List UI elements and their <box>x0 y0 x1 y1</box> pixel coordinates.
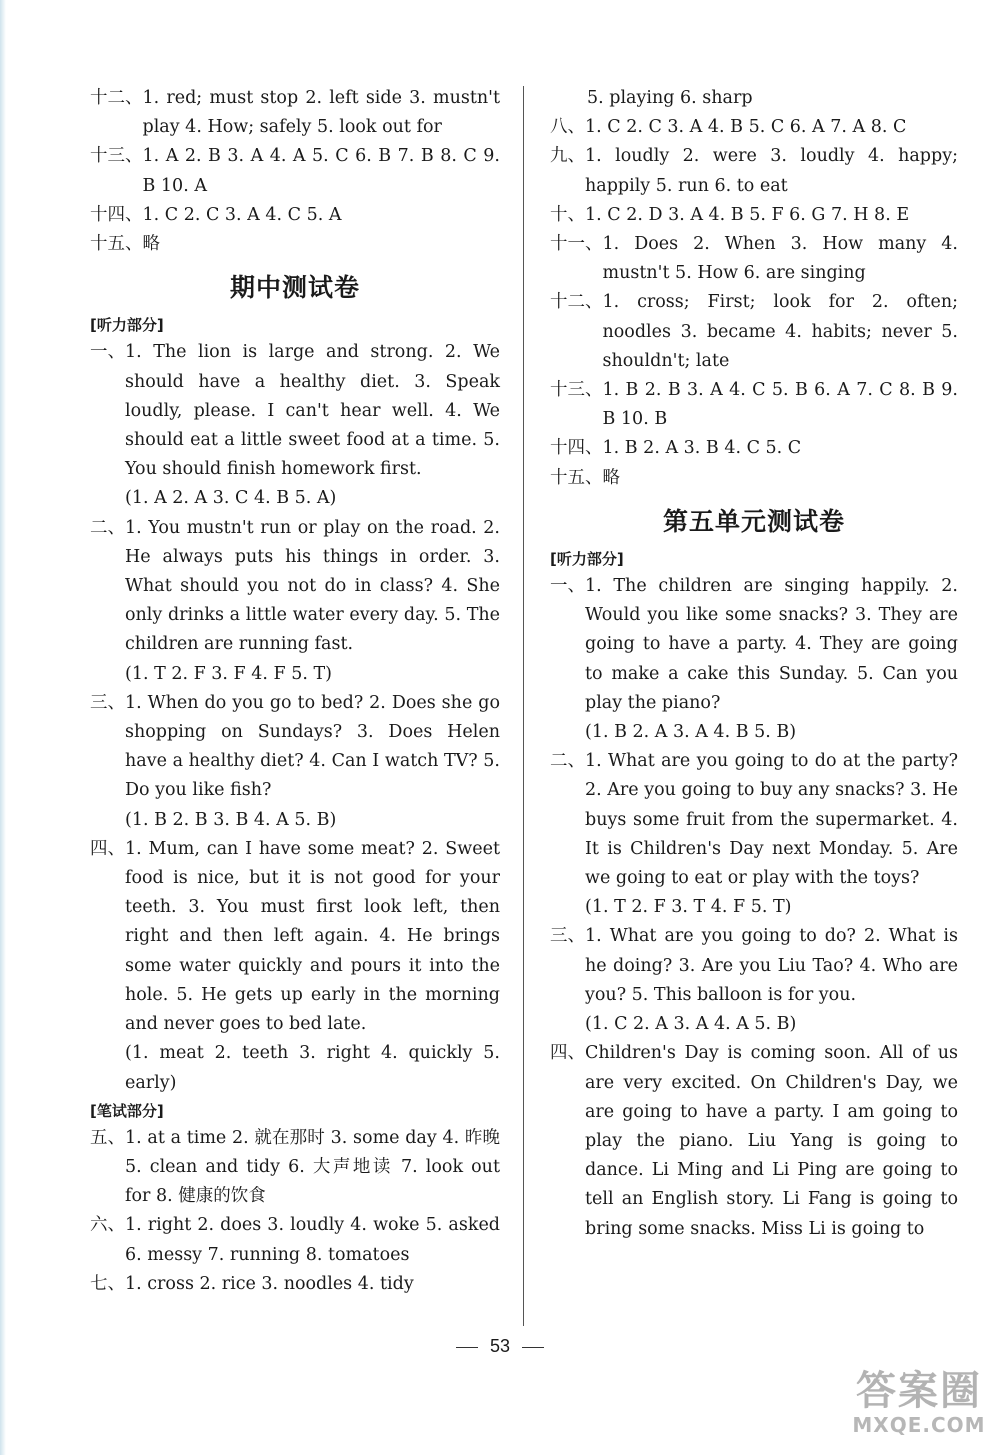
answer-text <box>125 1211 500 1269</box>
answer-text <box>143 84 501 142</box>
question-number: 十二、 <box>550 292 603 313</box>
answer-content: 1. loudly 2. were 3. loudly 4. happy; happily 5. run 6. to eat <box>585 146 958 196</box>
answer-item <box>90 689 500 835</box>
answer-text <box>125 514 500 689</box>
answer-text <box>585 113 958 142</box>
answer-text <box>603 464 959 493</box>
answer-text <box>585 572 958 747</box>
answer-key: (1. B 2. B 3. B 4. A 5. B) <box>125 809 337 830</box>
answer-key: (1. T 2. F 3. F 4. F 5. T) <box>125 663 332 684</box>
answer-content: 1. When do you go to bed? 2. Does she go shopping on Sundays? 3. Does Helen have a healthy diet? 4. Can I watch TV? 5. Do you like fish? <box>125 692 500 801</box>
answer-content: 1. B 2. A 3. B 4. C 5. C <box>602 438 802 459</box>
question-number: 九、 <box>550 146 585 167</box>
question-number: 三、 <box>90 692 125 713</box>
answer-item <box>90 230 500 259</box>
answer-item <box>90 338 500 513</box>
answer-content: 1. B 2. B 3. A 4. C 5. B 6. A 7. C 8. B 9. B 10. B <box>602 380 958 430</box>
answer-item <box>90 514 500 689</box>
answer-key: (1. meat 2. teeth 3. right 4. quickly 5. early) <box>125 1043 500 1093</box>
answer-content: Children's Day is coming soon. All of us are very excited. On Children's Day, we are going to have a party. I am going to play the piano. Liu Yang is going to dance. Li Ming and Li Ping are going to tell an English story. Li Fang is going to bring some snacks. Miss Li is going to <box>585 1043 958 1239</box>
answer-text <box>603 434 959 463</box>
answer-item <box>550 376 958 434</box>
question-number: 五、 <box>90 1127 125 1148</box>
answer-content: 1. A 2. B 3. A 4. A 5. C 6. B 7. B 8. C 9. B 10. A <box>142 146 500 196</box>
question-number: 十三、 <box>90 146 143 167</box>
answer-text <box>143 230 501 259</box>
answer-content: 略 <box>602 467 620 488</box>
left-column <box>90 84 500 1299</box>
answer-content: 1. C 2. C 3. A 4. B 5. C 6. A 7. A 8. C <box>585 117 907 138</box>
answer-content: 1. You mustn't run or play on the road. 2. He always puts his things in order. 3. What should you not do in class? 4. She only drinks a little water every day. 5. The children are running fast. <box>125 517 500 655</box>
answer-item <box>90 142 500 200</box>
section-title: 第五单元测试卷 <box>662 506 845 536</box>
answer-item <box>90 1211 500 1269</box>
page-edge-shadow <box>0 0 6 1455</box>
column-divider <box>523 86 524 1326</box>
answer-text <box>585 1039 958 1243</box>
section-title: 期中测试卷 <box>229 273 360 303</box>
answer-content: 1. Mum, can I have some meat? 2. Sweet food is nice, but it is not good for your teeth. 3. You must first look left, then right and then left again. 4. He brings some water quickly and pours it into the hole. 5. He gets up early in the morning and never goes to bed late. <box>125 838 500 1035</box>
section-label-listening: [听力部分] <box>550 550 624 569</box>
answer-item <box>90 84 500 142</box>
answer-text <box>125 689 500 835</box>
answer-key: (1. C 2. A 3. A 4. A 5. B) <box>585 1014 797 1035</box>
answer-content: 1. What are you going to do at the party? 2. Are you going to buy any snacks? 3. He buys some fruit from the supermarket. 4. It is Children's Day next Monday. 5. Are we going to eat or play with the toys? <box>585 751 958 889</box>
answer-text <box>603 230 959 288</box>
continued-line: 5. playing 6. sharp <box>587 88 753 108</box>
answer-item <box>550 113 958 142</box>
question-number: 二、 <box>550 751 585 772</box>
answer-item <box>550 142 958 200</box>
answer-text <box>125 338 500 513</box>
answer-text <box>125 1270 500 1299</box>
answer-content: 1. cross 2. rice 3. noodles 4. tidy <box>125 1273 414 1294</box>
answer-item <box>550 464 958 493</box>
watermark-logo <box>844 1369 994 1447</box>
answer-content: 1. at a time 2. 就在那时 3. some day 4. 昨晚 5. clean and tidy 6. 大声地读 7. look out for 8. 健康的饮食 <box>125 1127 500 1207</box>
question-number: 四、 <box>90 838 125 859</box>
answer-text <box>125 835 500 1098</box>
answer-text <box>585 922 958 1039</box>
answer-item <box>90 835 500 1098</box>
answer-text <box>585 201 958 230</box>
answer-item <box>550 288 958 376</box>
answer-item <box>90 1270 500 1299</box>
question-number: 八、 <box>550 117 585 138</box>
answer-key: (1. A 2. A 3. C 4. B 5. A) <box>125 488 337 509</box>
page-number-text: 53 <box>489 1336 511 1356</box>
answer-content: 1. The lion is large and strong. 2. We should have a healthy diet. 3. Speak loudly, please. I can't hear well. 4. We should eat a little sweet food at a time. 5. You should finish homework first. <box>125 342 500 480</box>
question-number: 十四、 <box>550 438 603 459</box>
answer-text <box>125 1124 500 1212</box>
answer-item <box>550 572 958 747</box>
question-number: 一、 <box>550 576 585 597</box>
answer-item <box>550 1039 958 1243</box>
answer-item <box>550 747 958 922</box>
answer-text <box>585 747 958 922</box>
answer-item <box>550 922 958 1039</box>
answer-content: 1. C 2. C 3. A 4. C 5. A <box>142 204 342 225</box>
answer-item <box>550 230 958 288</box>
question-number: 七、 <box>90 1273 125 1294</box>
answer-content: 1. cross; First; look for 2. often; noodles 3. became 4. habits; never 5. shouldn't; late <box>602 292 958 371</box>
question-number: 二、 <box>90 517 125 538</box>
answer-item <box>550 201 958 230</box>
answer-key: (1. B 2. A 3. A 4. B 5. B) <box>585 722 797 743</box>
question-number: 十一、 <box>550 234 603 255</box>
answer-text <box>143 201 501 230</box>
question-number: 三、 <box>550 926 585 947</box>
answer-content: 1. red; must stop 2. left side 3. mustn't play 4. How; safely 5. look out for <box>142 88 500 138</box>
question-number: 六、 <box>90 1215 125 1236</box>
watermark-logo-text: 答案圈 <box>856 1368 982 1414</box>
question-number: 四、 <box>550 1043 585 1064</box>
answer-item <box>90 201 500 230</box>
answer-key: (1. T 2. F 3. T 4. F 5. T) <box>585 897 792 918</box>
right-column <box>550 84 958 1244</box>
question-number: 十五、 <box>90 234 143 255</box>
answer-content: 1. The children are singing happily. 2. Would you like some snacks? 3. They are going to have a party. 4. They are going to make a cake this Sunday. 5. Can you play the piano? <box>585 576 958 713</box>
watermark-url: MXQE.COM <box>852 1413 986 1437</box>
answer-content: 1. C 2. D 3. A 4. B 5. F 6. G 7. H 8. E <box>585 204 910 225</box>
answer-text <box>603 288 959 376</box>
question-number: 十三、 <box>550 380 603 401</box>
question-number: 一、 <box>90 342 125 363</box>
answer-content: 略 <box>142 234 160 255</box>
answer-text <box>585 142 958 200</box>
page-number <box>0 1336 1000 1357</box>
section-label-listening: [听力部分] <box>90 316 164 335</box>
answer-content: 1. right 2. does 3. loudly 4. woke 5. asked 6. messy 7. running 8. tomatoes <box>125 1215 500 1265</box>
section-label-written: [笔试部分] <box>90 1101 164 1120</box>
answer-item <box>550 434 958 463</box>
answer-item <box>90 1124 500 1212</box>
question-number: 十二、 <box>90 88 143 108</box>
question-number: 十五、 <box>550 467 603 488</box>
question-number: 十、 <box>550 204 585 225</box>
answer-text <box>603 376 959 434</box>
question-number: 十四、 <box>90 204 143 225</box>
answer-content: 1. Does 2. When 3. How many 4. mustn't 5. How 6. are singing <box>602 234 958 284</box>
answer-content: 1. What are you going to do? 2. What is he doing? 3. Are you Liu Tao? 4. Who are you? 5. This balloon is for you. <box>585 926 958 1005</box>
answer-text <box>143 142 501 200</box>
